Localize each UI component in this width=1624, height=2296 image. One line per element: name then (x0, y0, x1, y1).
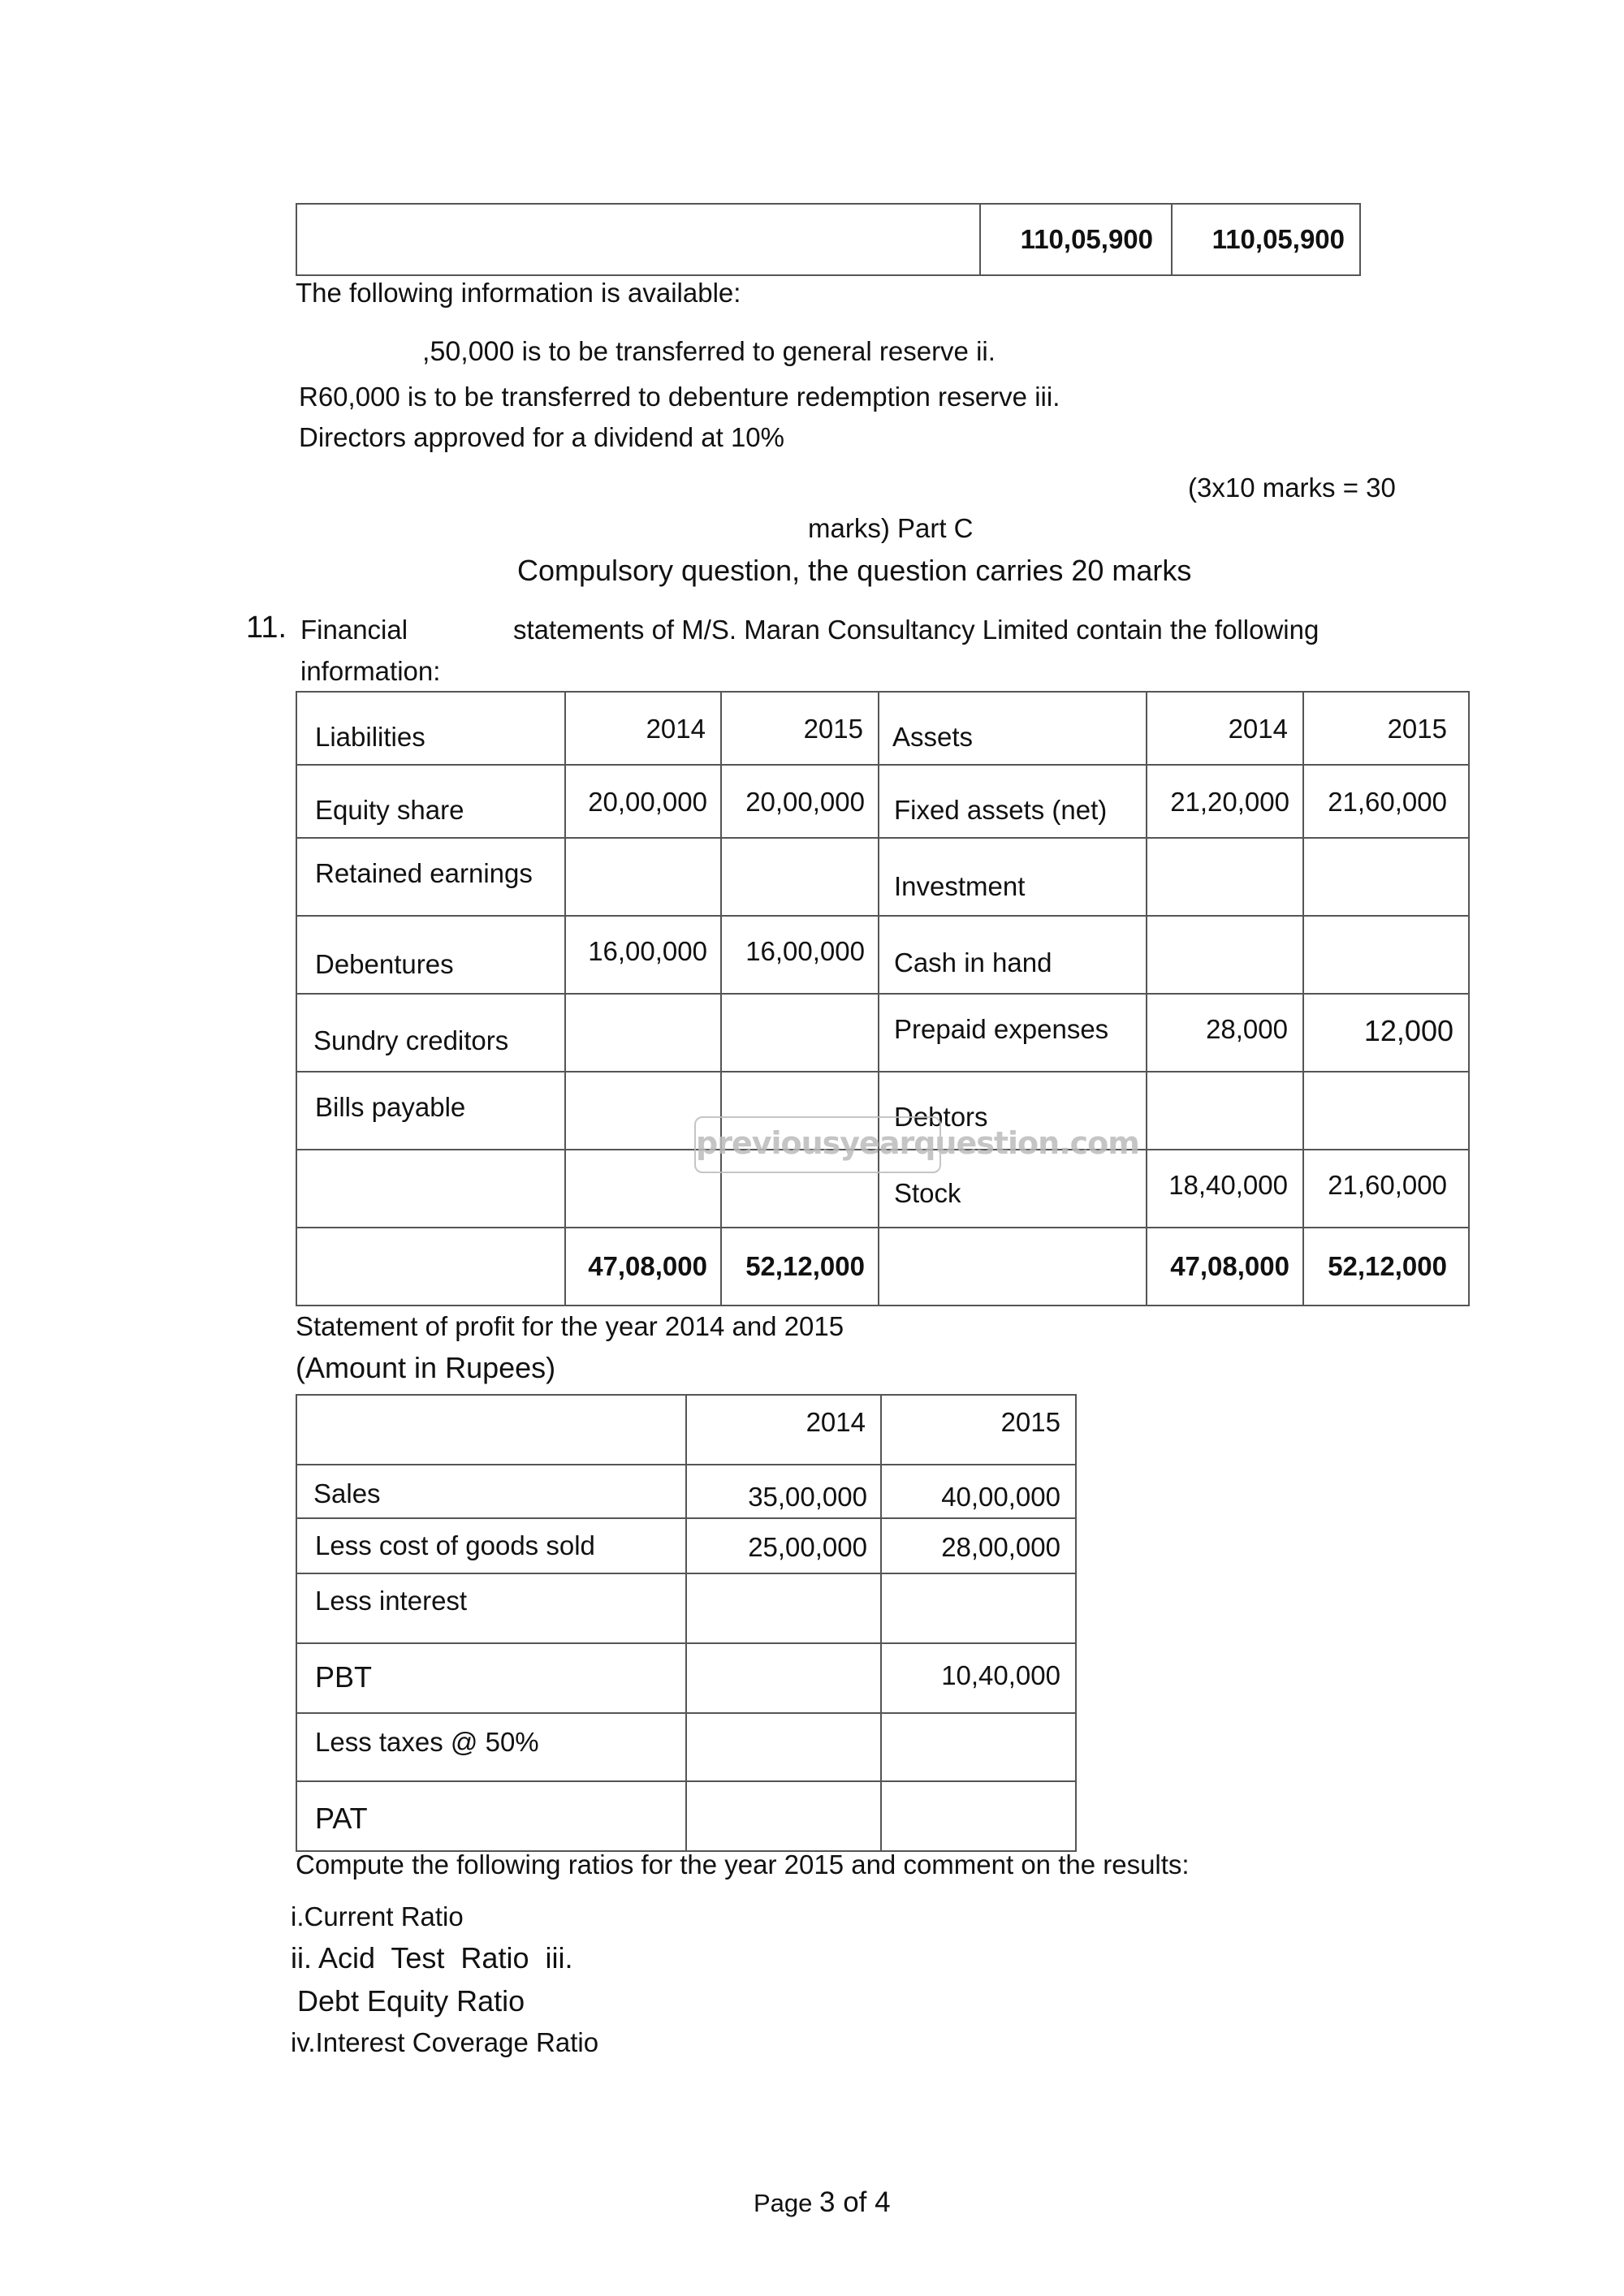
profit-label: PBT (315, 1660, 373, 1694)
bs-liability: Sundry creditors (313, 1025, 509, 1055)
bs-header-row (296, 692, 1469, 765)
bs-asset: Prepaid expenses (894, 1014, 1109, 1044)
bs-l2014: 16,00,000 (588, 936, 707, 966)
table-row (296, 1713, 1076, 1781)
bs-header-l2014: 2014 (646, 714, 706, 744)
profit-v2014: 25,00,000 (748, 1532, 867, 1562)
compute-instruction: Compute the following ratios for the year 2015 and comment on the results: (296, 1849, 1190, 1880)
ratio-item: i.Current Ratio (291, 1901, 464, 1931)
ratio-item: ii. Acid Test Ratio iii. (291, 1941, 573, 1974)
bs-l2014: 20,00,000 (588, 787, 707, 817)
bs-asset: Debtors (894, 1102, 988, 1132)
bs-a2015: 21,60,000 (1328, 787, 1447, 817)
table-row (296, 1518, 1076, 1573)
watermark-logo: previousyearquestion.com (694, 1116, 941, 1173)
amount-note: (Amount in Rupees) (296, 1351, 556, 1384)
bs-asset: Fixed assets (net) (894, 795, 1108, 825)
bs-liability: Equity share (315, 795, 464, 825)
info-line-3: Directors approved for a dividend at 10% (299, 422, 784, 452)
question-number: 11. (246, 611, 287, 645)
profit-label: PAT (315, 1802, 368, 1835)
profit-header-2014: 2014 (806, 1407, 866, 1437)
info-heading: The following information is available: (296, 278, 741, 308)
question-text-a: Financial (300, 615, 408, 645)
top-empty-cell (296, 204, 980, 275)
profit-v2014: 35,00,000 (748, 1482, 867, 1512)
profit-label: Sales (313, 1478, 381, 1508)
page-number: 3 of 4 (819, 2186, 891, 2218)
balance-sheet-table (296, 691, 1470, 1306)
table-row (296, 765, 1469, 838)
question-text-c: information: (300, 656, 441, 686)
ratio-item: Debt Equity Ratio (297, 1984, 525, 2018)
bs-total-a2015: 52,12,000 (1328, 1251, 1447, 1281)
profit-v2015: 40,00,000 (941, 1482, 1060, 1512)
bs-a2014: 21,20,000 (1170, 787, 1289, 817)
bs-header-a2014: 2014 (1228, 714, 1288, 744)
table-row (296, 838, 1469, 916)
bs-l2015: 20,00,000 (745, 787, 865, 817)
table-row (296, 1465, 1076, 1518)
info-line-1 (422, 336, 996, 368)
bs-totals-row (296, 1228, 1469, 1306)
page-footer (754, 2186, 891, 2219)
compulsory-note: Compulsory question, the question carries 20 marks (517, 554, 1192, 587)
bs-total-l2015: 52,12,000 (745, 1251, 865, 1281)
profit-v2015: 28,00,000 (941, 1532, 1060, 1562)
top-total-cell-b (1172, 204, 1360, 275)
bs-header-l2015: 2015 (803, 714, 863, 744)
table-row (296, 994, 1469, 1072)
info-line-1-text: is to be transferred to general reserve ii. (514, 336, 996, 366)
bs-a2014: 18,40,000 (1168, 1170, 1288, 1200)
profit-header-row (296, 1395, 1076, 1465)
profit-heading: Statement of profit for the year 2014 and 2015 (296, 1311, 844, 1341)
bs-liability: Retained earnings (315, 858, 533, 888)
top-total-table (296, 203, 1361, 276)
table-row (296, 1573, 1076, 1643)
bs-header-liabilities: Liabilities (315, 722, 425, 752)
bs-asset: Investment (894, 871, 1026, 901)
bs-asset: Stock (894, 1178, 961, 1208)
top-total-a: 110,05,900 (1020, 224, 1153, 254)
bs-a2015: 21,60,000 (1328, 1170, 1447, 1200)
marks-line-1: (3x10 marks = 30 (1188, 473, 1396, 503)
bs-total-l2014: 47,08,000 (588, 1251, 707, 1281)
bs-liability: Bills payable (315, 1092, 466, 1122)
bs-total-a2014: 47,08,000 (1170, 1251, 1289, 1281)
marks-line-2: marks) Part C (808, 513, 974, 543)
bs-a2014: 28,000 (1206, 1014, 1288, 1044)
top-total-b: 110,05,900 (1212, 224, 1345, 254)
table-row (296, 1643, 1076, 1713)
bs-header-a2015: 2015 (1387, 714, 1447, 744)
profit-label: Less cost of goods sold (315, 1530, 595, 1560)
info-line-1-amount: ,50,000 (422, 336, 515, 367)
table-row (296, 916, 1469, 994)
profit-table (296, 1394, 1077, 1852)
info-line-2: R60,000 is to be transferred to debenture redemption reserve iii. (299, 382, 1060, 412)
bs-a2015: 12,000 (1363, 1014, 1453, 1047)
table-row (296, 1781, 1076, 1851)
profit-v2015: 10,40,000 (941, 1660, 1060, 1690)
profit-header-2015: 2015 (1000, 1407, 1060, 1437)
bs-header-assets: Assets (892, 722, 974, 752)
bs-l2015: 16,00,000 (745, 936, 865, 966)
profit-label: Less taxes @ 50% (315, 1727, 539, 1757)
bs-liability: Debentures (315, 949, 454, 979)
bs-asset: Cash in hand (894, 947, 1052, 978)
profit-label: Less interest (315, 1586, 468, 1616)
page-label: Page (754, 2189, 813, 2217)
question-text-b: statements of M/S. Maran Consultancy Limited contain the following (513, 615, 1320, 645)
top-total-cell-a (980, 204, 1172, 275)
ratio-item: iv.Interest Coverage Ratio (291, 2027, 599, 2057)
